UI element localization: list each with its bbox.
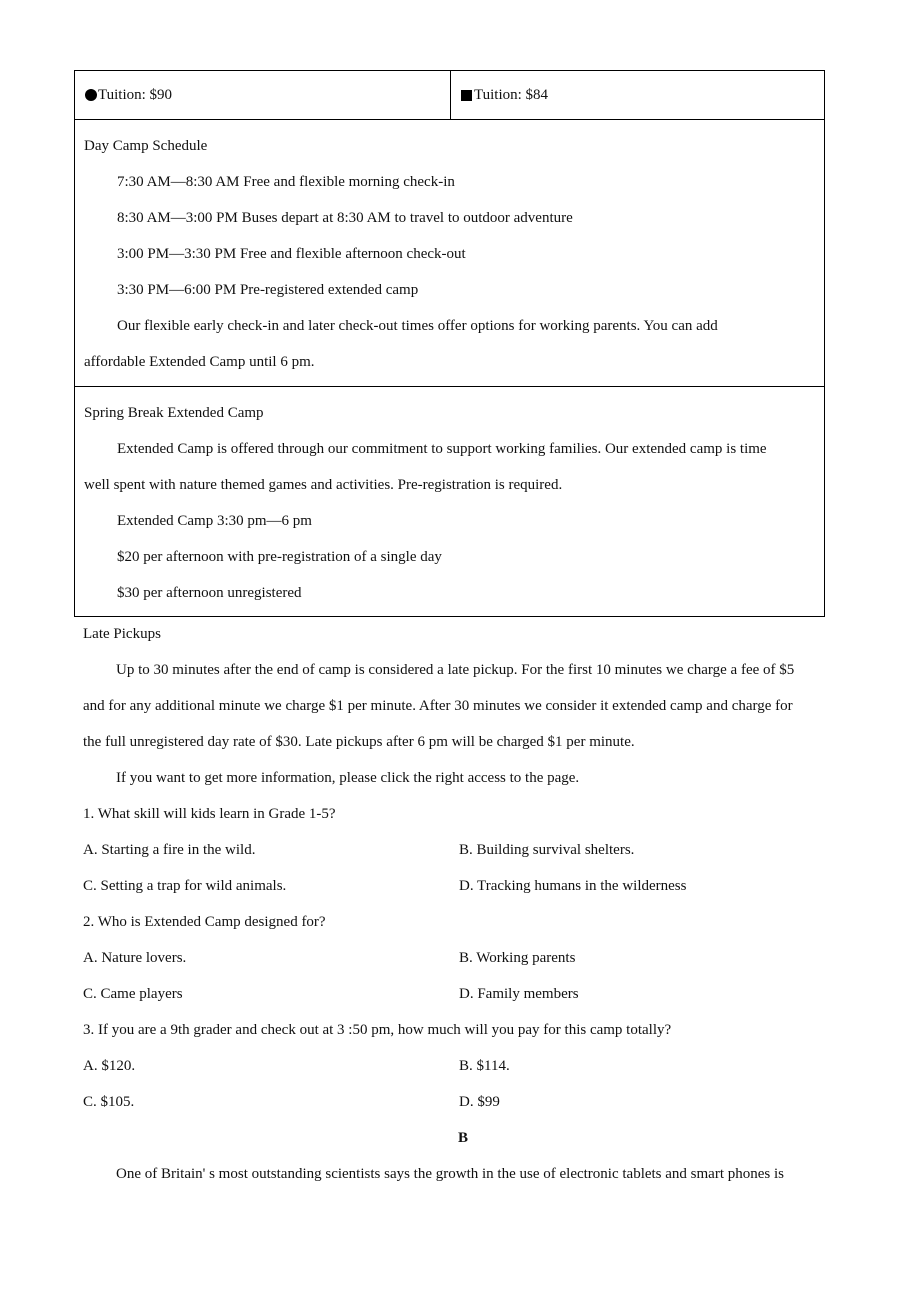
extended-item: Extended Camp 3:30 pm—6 pm [117,513,312,529]
tuition-row [75,71,824,120]
paragraph-line: One of Britain' s most outstanding scientists says the growth in the use of electronic tablets and smart phones is [116,1166,785,1182]
schedule-item: 3:30 PM—6:00 PM Pre-registered extended camp [117,282,419,298]
section-b-label: B [457,1130,468,1146]
late-pickups-and-questions [83,616,843,1192]
filled-square-icon [461,90,472,101]
filled-circle-icon [85,89,97,101]
paragraph-line: and for any additional minute we charge $1 per minute. After 30 minutes we consider it extended camp and charge for [83,698,793,714]
schedule-item: 7:30 AM—8:30 AM Free and flexible morning check-in [117,174,455,190]
option-a[interactable]: A. Nature lovers. [83,950,187,966]
extended-item: $30 per afternoon unregistered [117,585,302,601]
option-d[interactable]: D. Tracking humans in the wilderness [459,878,687,894]
question-2 [83,904,843,1012]
section-heading: Day Camp Schedule [84,138,208,154]
question-text: 1. What skill will kids learn in Grade 1-5? [83,806,336,822]
paragraph-line: affordable Extended Camp until 6 pm. [84,354,315,370]
tuition-left-text: Tuition: $90 [98,86,173,103]
schedule-item: 8:30 AM—3:00 PM Buses depart at 8:30 AM to travel to outdoor adventure [117,210,573,226]
option-c[interactable]: C. $105. [83,1094,135,1110]
paragraph-line: well spent with nature themed games and activities. Pre-registration is required. [84,477,563,493]
schedule-item: 3:00 PM—3:30 PM Free and flexible afternoon check-out [117,246,466,262]
paragraph-line: the full unregistered day rate of $30. Late pickups after 6 pm will be charged $1 per minute. [83,734,635,750]
question-text: 2. Who is Extended Camp designed for? [83,914,326,930]
camp-info-table [74,70,825,617]
option-a[interactable]: A. Starting a fire in the wild. [83,842,256,858]
extended-item: $20 per afternoon with pre-registration of a single day [117,549,442,565]
paragraph-line: Extended Camp is offered through our commitment to support working families. Our extended camp is time [117,441,767,457]
question-3 [83,1012,843,1120]
option-c[interactable]: C. Setting a trap for wild animals. [83,878,287,894]
tuition-right-text: Tuition: $84 [474,86,549,103]
question-1 [83,796,843,904]
option-b[interactable]: B. $114. [459,1058,510,1074]
paragraph-line: Our flexible early check-in and later check-out times offer options for working parents. You can add [117,318,718,334]
tuition-cell-left [75,71,451,119]
question-text: 3. If you are a 9th grader and check out at 3 :50 pm, how much will you pay for this camp totally? [83,1022,672,1038]
tuition-cell-right [451,71,824,119]
section-heading: Late Pickups [83,626,161,642]
info-link-text: If you want to get more information, please click the right access to the page. [116,770,580,786]
extended-camp-section [75,387,824,616]
day-camp-schedule-section [75,120,824,387]
option-b[interactable]: B. Building survival shelters. [459,842,635,858]
paragraph-line: Up to 30 minutes after the end of camp is considered a late pickup. For the first 10 minutes we charge a fee of $5 [116,662,795,678]
option-b[interactable]: B. Working parents [459,950,576,966]
option-a[interactable]: A. $120. [83,1058,136,1074]
option-d[interactable]: D. $99 [459,1094,500,1110]
option-c[interactable]: C. Came players [83,986,183,1002]
option-d[interactable]: D. Family members [459,986,579,1002]
section-heading: Spring Break Extended Camp [84,405,264,421]
